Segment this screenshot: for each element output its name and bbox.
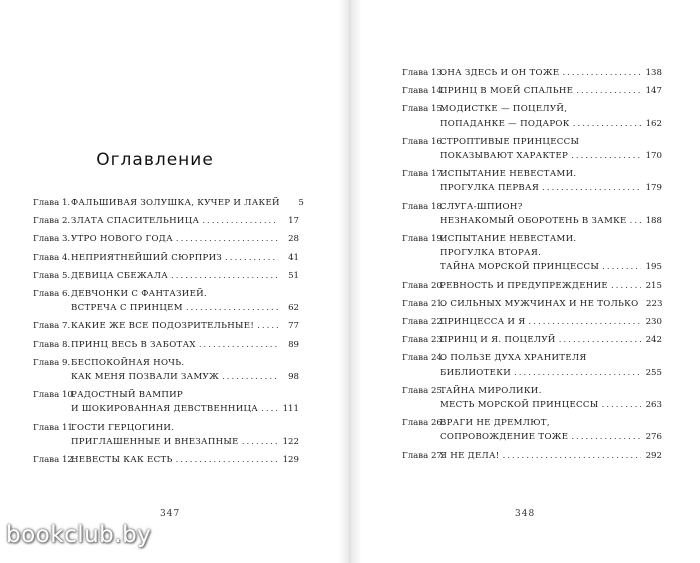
dot-leader (562, 66, 641, 80)
toc-entry-line (402, 200, 662, 214)
toc-entry (402, 232, 662, 275)
toc-entry-line (33, 196, 304, 210)
chapter-title: ДЕВЧОНКИ С ФАНТАЗИЕЙ. (71, 289, 207, 300)
toc-entry (402, 200, 662, 228)
chapter-title: ПРИНЦЕССА И Я (440, 317, 526, 328)
chapter-label: Глава 17. (402, 169, 445, 180)
chapter-page-number: 188 (645, 215, 662, 226)
chapter-title: РЕВНОСТЬ И ПРЕДУПРЕЖДЕНИЕ (440, 280, 608, 291)
chapter-label: Глава 20. (402, 280, 445, 291)
toc-entry (33, 232, 299, 246)
chapter-page-number: 292 (645, 450, 662, 461)
watermark-logo: bookclub.by (6, 522, 152, 548)
chapter-page-number: 147 (645, 86, 662, 97)
toc-entry (33, 196, 304, 210)
chapter-label: Глава 10. (33, 390, 76, 401)
chapter-title: СЛУГА-ШПИОН? (440, 201, 523, 212)
dot-leader (542, 181, 641, 195)
chapter-label: Глава 1. (33, 198, 71, 208)
chapter-title: Я НЕ ДЕЛА! (440, 450, 500, 461)
chapter-label: Глава 16. (402, 136, 445, 147)
chapter-label: Глава 27. (402, 450, 445, 461)
dot-leader (222, 370, 278, 384)
chapter-page-number: 179 (645, 183, 662, 194)
toc-entry-line (33, 251, 299, 265)
chapter-label: Глава 3. (33, 234, 71, 245)
toc-entry-line (33, 453, 299, 467)
toc-entry-line (402, 84, 662, 98)
toc-entry (33, 214, 299, 228)
toc-entry-line (402, 260, 662, 274)
chapter-label: Глава 9. (33, 357, 71, 368)
dot-leader (630, 214, 641, 228)
chapter-label: Глава 21. (402, 298, 445, 309)
dot-leader (571, 430, 641, 444)
chapter-title: ПРИНЦ И Я. ПОЦЕЛУЙ (440, 335, 556, 346)
chapter-label: Глава 19. (402, 234, 445, 245)
dot-leader (242, 435, 278, 449)
toc-entry-line (33, 338, 299, 352)
toc-entry-line (33, 421, 299, 435)
toc-entry-line (402, 167, 662, 181)
chapter-label: Глава 8. (33, 339, 71, 350)
chapter-page-number: 215 (645, 280, 662, 291)
toc-entry (402, 315, 662, 329)
chapter-label: Глава 12. (33, 455, 76, 466)
chapter-label: Глава 13. (402, 68, 445, 78)
chapter-title: ПРОГУЛКА ПЕРВАЯ (440, 183, 540, 194)
toc-entry (402, 167, 662, 195)
chapter-title: СТРОПТИВЫЕ ПРИНЦЕССЫ (440, 136, 580, 147)
chapter-page-number: 195 (645, 262, 662, 273)
chapter-title: О СИЛЬНЫХ МУЖЧИНАХ И НЕ ТОЛЬКО (440, 298, 639, 309)
chapter-title: ПРИНЦ ВЕСЬ В ЗАБОТАХ (71, 339, 196, 350)
chapter-title: ГОСТИ ГЕРЦОГИНИ. (71, 422, 175, 433)
chapter-label: Глава 15. (402, 104, 445, 115)
chapter-title: ПОПАДАНКЕ — ПОДАРОК (440, 118, 570, 129)
dot-leader (571, 149, 641, 163)
toc-entry-line (33, 269, 299, 283)
toc-entry-line (402, 366, 662, 380)
toc-entry-line (33, 435, 299, 449)
chapter-title: БЕСПОКОЙНАЯ НОЧЬ. (71, 357, 185, 368)
chapter-title: ОНА ЗДЕСЬ И ОН ТОЖЕ (440, 68, 560, 78)
chapter-page-number: 111 (282, 404, 299, 415)
chapter-title: О ПОЛЬЗЕ ДУХА ХРАНИТЕЛЯ (440, 353, 587, 364)
chapter-page-number: 17 (288, 216, 299, 227)
toc-entry-line (402, 351, 662, 365)
chapter-title: ПРИГЛАШЕННЫЕ И ВНЕЗАПНЫЕ (71, 436, 239, 447)
chapter-page-number: 62 (288, 303, 299, 314)
toc-entry (33, 453, 299, 467)
chapter-page-number: 77 (288, 321, 299, 332)
toc-entry (33, 251, 299, 265)
toc-entry-line (402, 297, 662, 311)
dot-leader (503, 449, 641, 463)
toc-entry-line (33, 356, 299, 370)
toc-entry (402, 135, 662, 163)
chapter-page-number: 223 (646, 298, 663, 309)
right-page (350, 0, 700, 563)
toc-entry-line (402, 449, 662, 463)
chapter-title: ДЕВИЦА СБЕЖАЛА (71, 270, 169, 281)
chapter-title: МОДИСТКЕ — ПОЦЕЛУЙ, (440, 104, 568, 115)
toc-entry-line (402, 149, 662, 163)
toc-entry (402, 384, 662, 412)
chapter-label: Глава 11. (33, 422, 76, 433)
chapter-page-number: 51 (288, 270, 299, 281)
dot-leader (559, 333, 641, 347)
dot-leader (602, 398, 641, 412)
dot-leader (176, 232, 278, 246)
chapter-title: ИСПЫТАНИЕ НЕВЕСТАМИ. (440, 234, 577, 245)
chapter-title: КАК МЕНЯ ПОЗВАЛИ ЗАМУЖ (71, 372, 220, 383)
chapter-label: Глава 26. (402, 418, 445, 429)
toc-list-right (402, 66, 662, 467)
dot-leader (611, 279, 641, 293)
chapter-title: ПОКАЗЫВАЮТ ХАРАКТЕР (440, 151, 569, 162)
chapter-page-number: 242 (645, 335, 662, 346)
chapter-title: ПРОГУЛКА ВТОРАЯ. (440, 248, 542, 259)
toc-entry (33, 287, 299, 315)
chapter-title: И ШОКИРОВАННАЯ ДЕВСТВЕННИЦА (71, 404, 259, 415)
chapter-label: Глава 18. (402, 201, 445, 212)
toc-entry (402, 351, 662, 379)
dot-leader (602, 260, 641, 274)
toc-entry-line (402, 333, 662, 347)
toc-entry-line (33, 287, 299, 301)
chapter-page-number: 162 (645, 118, 662, 129)
chapter-title: НЕПРИЯТНЕЙШИЙ СЮРПРИЗ (71, 252, 223, 263)
chapter-title: УТРО НОВОГО ГОДА (71, 234, 173, 245)
chapter-label: Глава 2. (33, 216, 71, 227)
toc-entry-line (402, 232, 662, 246)
toc-entry-line (33, 301, 299, 315)
chapter-title: ЗЛАТА СПАСИТЕЛЬНИЦА (71, 216, 200, 227)
chapter-title: НЕЗНАКОМЫЙ ОБОРОТЕНЬ В ЗАМКЕ (440, 215, 627, 226)
dot-leader (171, 269, 278, 283)
toc-entry (402, 279, 662, 293)
chapter-page-number: 276 (645, 432, 662, 443)
toc-entry-line (402, 430, 662, 444)
chapter-page-number: 138 (645, 68, 662, 78)
toc-entry (33, 269, 299, 283)
toc-title: Оглавление (96, 150, 214, 170)
dot-leader (514, 366, 641, 380)
chapter-title: НЕВЕСТЫ КАК ЕСТЬ (71, 455, 173, 466)
chapter-page-number: 255 (645, 367, 662, 378)
toc-entry-line (402, 214, 662, 228)
toc-entry-line (402, 279, 662, 293)
toc-entry-line (402, 246, 662, 260)
chapter-page-number: 122 (282, 436, 299, 447)
dot-leader (261, 402, 278, 416)
toc-entry-line (402, 117, 662, 131)
chapter-page-number: 28 (288, 234, 299, 245)
chapter-title: ИСПЫТАНИЕ НЕВЕСТАМИ. (440, 169, 577, 180)
toc-entry (402, 416, 662, 444)
chapter-title: ТАЙНА МИРОЛИКИ. (440, 385, 542, 396)
chapter-title: ТАЙНА МОРСКОЙ ПРИНЦЕССЫ (440, 262, 600, 273)
page-number-left: 347 (160, 509, 181, 519)
toc-entry-line (402, 181, 662, 195)
dot-leader (576, 84, 641, 98)
toc-entry-line (402, 135, 662, 149)
chapter-title: РАДОСТНЫЙ ВАМПИР (71, 390, 183, 401)
chapter-label: Глава 4. (33, 252, 71, 263)
chapter-label: Глава 14. (402, 86, 445, 97)
toc-entry-line (33, 214, 299, 228)
chapter-title: ПРИНЦ В МОЕЙ СПАЛЬНЕ (440, 86, 574, 97)
toc-entry (33, 421, 299, 449)
chapter-label: Глава 23. (402, 335, 445, 346)
toc-entry-line (402, 315, 662, 329)
toc-entry (402, 66, 662, 80)
toc-entry-line (33, 232, 299, 246)
dot-leader (176, 453, 278, 467)
chapter-title: БИБЛИОТЕКИ (440, 367, 511, 378)
chapter-label: Глава 5. (33, 270, 71, 281)
toc-entry-line (402, 66, 662, 80)
chapter-title: ВРАГИ НЕ ДРЕМЛЮТ, (440, 418, 550, 429)
chapter-title: СОПРОВОЖДЕНИЕ ТОЖЕ (440, 432, 569, 443)
toc-entry-line (33, 402, 299, 416)
chapter-label: Глава 7. (33, 321, 71, 332)
toc-entry (33, 319, 299, 333)
toc-list-left (33, 196, 304, 471)
dot-leader (529, 315, 642, 329)
chapter-label: Глава 6. (33, 289, 71, 300)
dot-leader (225, 251, 278, 265)
chapter-page-number: 5 (298, 198, 304, 208)
chapter-label: Глава 24. (402, 353, 445, 364)
chapter-label: Глава 25. (402, 385, 445, 396)
chapter-page-number: 230 (645, 317, 662, 328)
toc-entry (402, 333, 662, 347)
chapter-title: ВСТРЕЧА С ПРИНЦЕМ (71, 303, 183, 314)
dot-leader (257, 319, 278, 333)
chapter-page-number: 129 (282, 455, 299, 466)
toc-entry-line (402, 416, 662, 430)
toc-entry (33, 388, 299, 416)
dot-leader (573, 117, 641, 131)
toc-entry (402, 449, 662, 463)
toc-entry-line (33, 388, 299, 402)
toc-entry-line (402, 102, 662, 116)
toc-entry-line (33, 370, 299, 384)
page-number-right: 348 (515, 509, 536, 519)
dot-leader (199, 338, 278, 352)
toc-entry-line (33, 319, 299, 333)
toc-entry (33, 356, 299, 384)
toc-entry (402, 297, 662, 311)
dot-leader (186, 301, 278, 315)
toc-entry (402, 84, 662, 98)
chapter-label: Глава 22. (402, 317, 445, 328)
chapter-title: ФАЛЬШИВАЯ ЗОЛУШКА, КУЧЕР И ЛАКЕЙ (71, 198, 280, 208)
toc-entry-line (402, 384, 662, 398)
toc-entry (33, 338, 299, 352)
chapter-page-number: 170 (645, 151, 662, 162)
chapter-page-number: 263 (645, 400, 662, 411)
toc-entry (402, 102, 662, 130)
chapter-page-number: 41 (288, 252, 299, 263)
toc-entry-line (402, 398, 662, 412)
chapter-title: МЕСТЬ МОРСКОЙ ПРИНЦЕССЫ (440, 400, 599, 411)
chapter-page-number: 89 (288, 339, 299, 350)
chapter-title: КАКИЕ ЖЕ ВСЕ ПОДОЗРИТЕЛЬНЫЕ! (71, 321, 255, 332)
dot-leader (202, 214, 278, 228)
chapter-page-number: 98 (288, 372, 299, 383)
